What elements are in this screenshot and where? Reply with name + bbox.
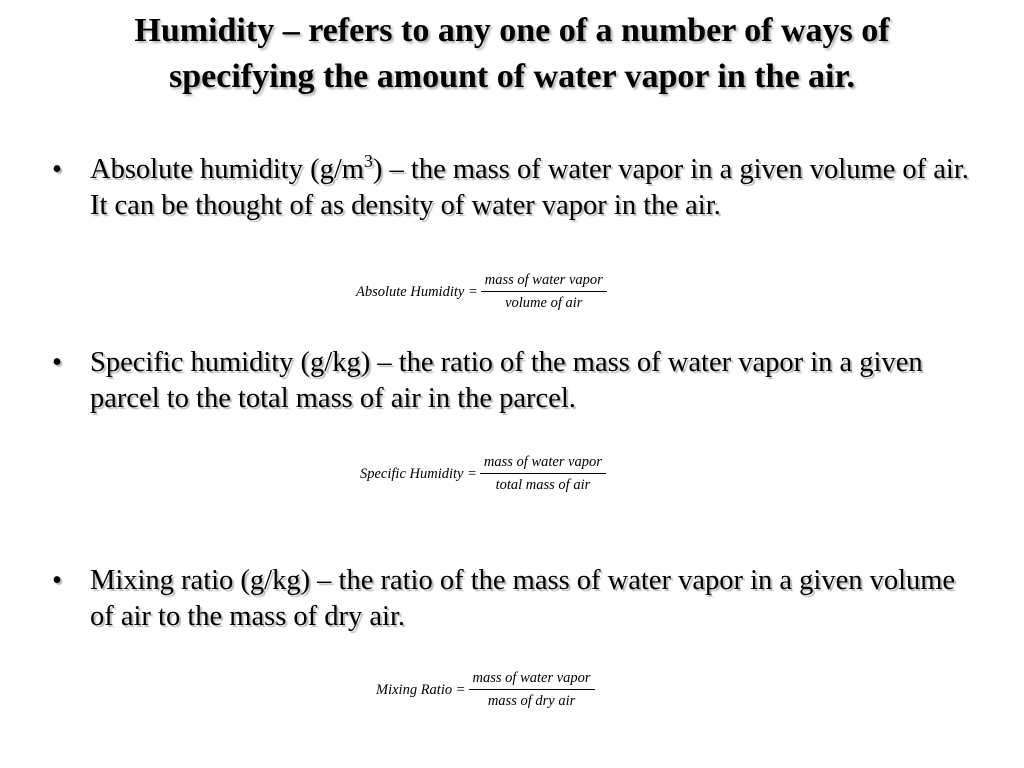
formula-lhs: Specific Humidity = — [360, 465, 477, 482]
formula-lhs: Mixing Ratio = — [376, 681, 466, 698]
bullet-marker: • — [52, 154, 62, 185]
bullet-absolute-humidity — [52, 152, 972, 224]
formula-denominator: mass of dry air — [487, 693, 576, 709]
formula-lhs: Absolute Humidity = — [356, 283, 478, 300]
formula-denominator: volume of air — [505, 295, 583, 311]
bullet-marker: • — [52, 565, 62, 596]
formula-denominator: total mass of air — [495, 477, 591, 493]
bullet-specific-humidity — [52, 345, 972, 417]
formula-numerator: mass of water vapor — [480, 454, 606, 474]
bullet-mixing-ratio — [52, 563, 972, 635]
formula-fraction — [481, 272, 607, 312]
bullet-text — [90, 152, 972, 224]
formula-mixing-ratio — [376, 670, 595, 710]
bullet-marker: • — [52, 347, 62, 378]
formula-fraction — [469, 670, 595, 710]
formula-numerator: mass of water vapor — [469, 670, 595, 690]
slide-title — [0, 8, 1024, 100]
formula-fraction — [480, 454, 606, 494]
bullet-text-part: Absolute humidity (g/m — [90, 154, 364, 185]
title-line-1: Humidity – refers to any one of a number of ways of — [134, 12, 890, 49]
bullet-text: Mixing ratio (g/kg) – the ratio of the mass of water vapor in a given volume of air to the mass of dry air. — [90, 565, 956, 632]
superscript: 3 — [363, 150, 373, 171]
bullet-text: Specific humidity (g/kg) – the ratio of the mass of water vapor in a given parcel to the total mass of air in the parcel. — [90, 347, 923, 414]
bullet-text-part: ) – the mass of water vapor in a given volume of air. It can be thought of as density of water vapor in the air. — [90, 154, 969, 221]
title-line-2: specifying the amount of water vapor in the air. — [169, 58, 855, 95]
formula-absolute-humidity — [356, 272, 607, 312]
formula-specific-humidity — [360, 454, 606, 494]
formula-numerator: mass of water vapor — [481, 272, 607, 292]
